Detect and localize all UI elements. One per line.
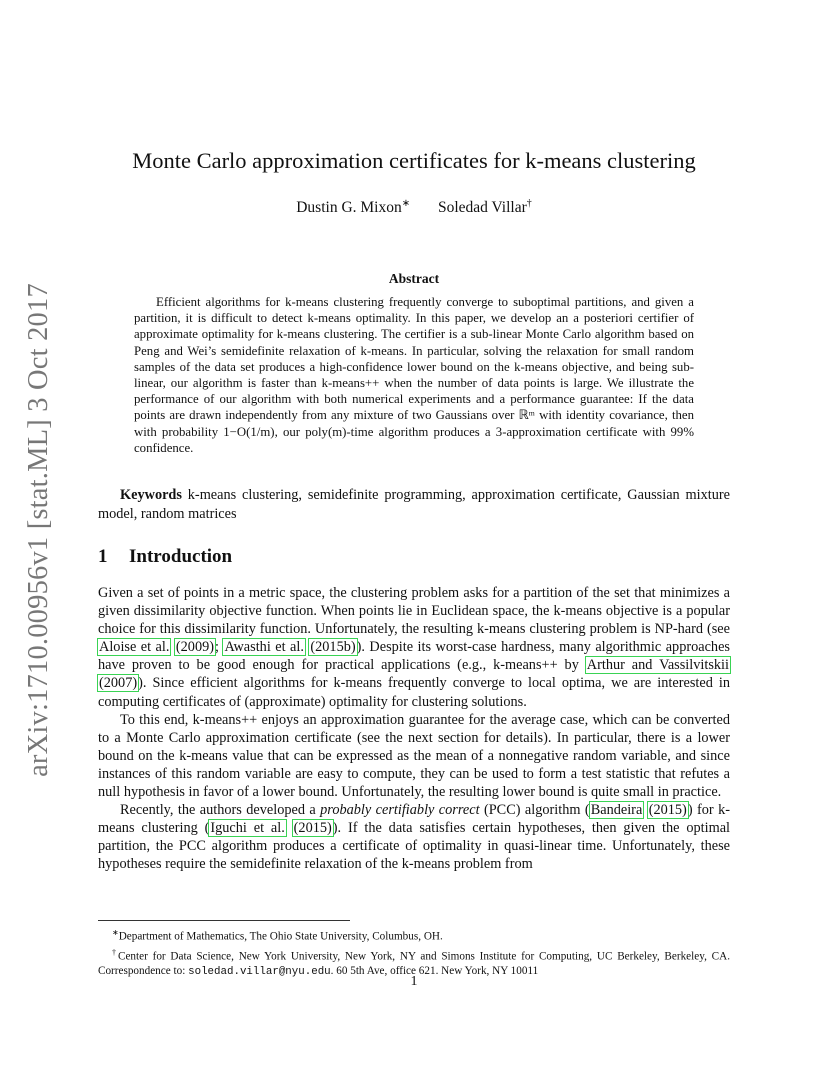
footnote-2-mark: † (112, 947, 118, 957)
author-2 (438, 199, 532, 217)
text-run: ). Since efficient algorithms for k-means frequently converge to local optima, we are interested in computing certificates of (approximate) optimality for clustering solutions. (98, 675, 730, 710)
introduction-body (98, 584, 730, 874)
keywords-paragraph (98, 486, 730, 524)
citation-link-bandeira[interactable]: Bandeira (590, 802, 643, 819)
footnote-2-text: Center for Data Science, New York University, New York, NY and Simons Institute for Computing, UC Berkeley, Berkeley, CA. Correspondence to: (98, 950, 731, 978)
citation-link-bandeira-year[interactable]: (2015) (648, 802, 687, 819)
section-heading (98, 546, 232, 568)
text-run: ). If the data satisfies certain hypotheses, then given the optimal partition, the PCC algorithm produces a certificate of optimality in quasi-linear time. Unfortunately, these hypotheses require the semidefinite relaxation of the k-means problem from (98, 820, 731, 873)
author-2-name: Soledad Villar (438, 199, 527, 216)
abstract-heading: Abstract (388, 271, 440, 286)
citation-link-iguchi[interactable]: Iguchi et al. (210, 820, 285, 837)
intro-paragraph-2: To this end, k-means++ enjoys an approximation guarantee for the average case, which can be converted to a Monte Carlo approximation certificate (see the next section for details). In particular, there is a lower bound on the k-means value that can be expressed as the mean of a nonnegative random variable, and since instances of this random variable are easy to compute, they can be used to form a test statistic that refutes a null hypothesis in favor of a lower bound. Unfortunately, the resulting lower bound is quite small in practice. (98, 711, 730, 801)
email-address-link[interactable]: soledad.villar@nyu.edu (188, 966, 331, 979)
text-run: ) for k-means clustering ( (98, 802, 730, 837)
author-1-name: Dustin G. Mixon (296, 199, 402, 216)
paper-title: Monte Carlo approximation certificates for k-means clustering (132, 148, 696, 173)
section-title: Introduction (129, 546, 233, 567)
emphasis-text: probably certifiably correct (320, 802, 480, 819)
keywords-label: Keywords (120, 487, 182, 503)
footnote-1 (98, 925, 730, 945)
footnote-divider (98, 920, 350, 921)
intro-paragraph-3 (98, 801, 730, 873)
text-run: ; (215, 639, 224, 656)
arxiv-identifier-stamp (21, 283, 57, 777)
author-1-footnote-mark[interactable]: ∗ (401, 197, 411, 209)
citation-link-arthur-year[interactable]: (2007) (99, 675, 138, 692)
author-list (98, 199, 730, 217)
text-run: (PCC) algorithm ( (479, 802, 590, 819)
footnote-1-text: Department of Mathematics, The Ohio State University, Columbus, OH. (118, 930, 443, 943)
citation-link-iguchi-year[interactable]: (2015) (293, 820, 332, 837)
page-number: 1 (410, 974, 418, 989)
abstract-text: Efficient algorithms for k-means clustering frequently converge to suboptimal partitions, and given a partition, it is difficult to detect k-means optimality. In this paper, we develop an a posteriori certifier of approximate optimality for k-means clustering. The certifier is a sub-linear Monte Carlo algorithm based on Peng and Wei’s semidefinite relaxation of k-means. In particular, solving the relaxation for small random samples of the data set produces a high-confidence lower bound on the k-means objective, and being sub-linear, our algorithm is faster than k-means++ when the number of data points is large. We illustrate the performance of our algorithm with both numerical experiments and a performance guarantee: If the data points are drawn independently from any mixture of two Gaussians over ℝᵐ with identity covariance, then with probability 1−O(1/m), our poly(m)-time algorithm produces a 3-approximation certificate with 99% confidence. (134, 295, 694, 455)
text-run: Recently, the authors developed a (120, 802, 321, 819)
citation-link-aloise[interactable]: Aloise et al. (99, 639, 170, 656)
citation-link-awasthi[interactable]: Awasthi et al. (224, 639, 304, 656)
keywords-text: k-means clustering, semidefinite programming, approximation certificate, Gaussian mixture model, random matrices (98, 487, 730, 522)
footnote-2-address: . 60 5th Ave, office 621. New York, NY 10011 (330, 965, 539, 978)
citation-link-arthur[interactable]: Arthur and Vassilvitskii (586, 657, 730, 674)
text-run: Given a set of points in a metric space, the clustering problem asks for a partition of the set that minimizes a given dissimilarity objective function. When points lie in Euclidean space, the k-means objective is a popular choice for this dissimilarity function. Unfortunately, the resulting k-means clustering problem is NP-hard (see (98, 585, 730, 638)
author-2-footnote-mark[interactable]: † (526, 197, 532, 209)
citation-link-aloise-year[interactable]: (2009) (175, 639, 215, 656)
citation-link-awasthi-year[interactable]: (2015b) (310, 639, 356, 656)
text-run: ). Despite its worst-case hardness, many algorithmic approaches have proven to be good enough for practical applications (e.g., k-means++ by (98, 639, 730, 674)
text-run (286, 820, 293, 836)
footnote-1-mark: ∗ (112, 928, 119, 937)
arxiv-identifier-text: arXiv:1710.00956v1 [stat.ML] 3 Oct 2017 (23, 283, 55, 777)
intro-paragraph-1 (98, 584, 730, 711)
section-number: 1 (98, 546, 108, 567)
footnotes (98, 925, 730, 980)
author-1 (296, 199, 410, 217)
